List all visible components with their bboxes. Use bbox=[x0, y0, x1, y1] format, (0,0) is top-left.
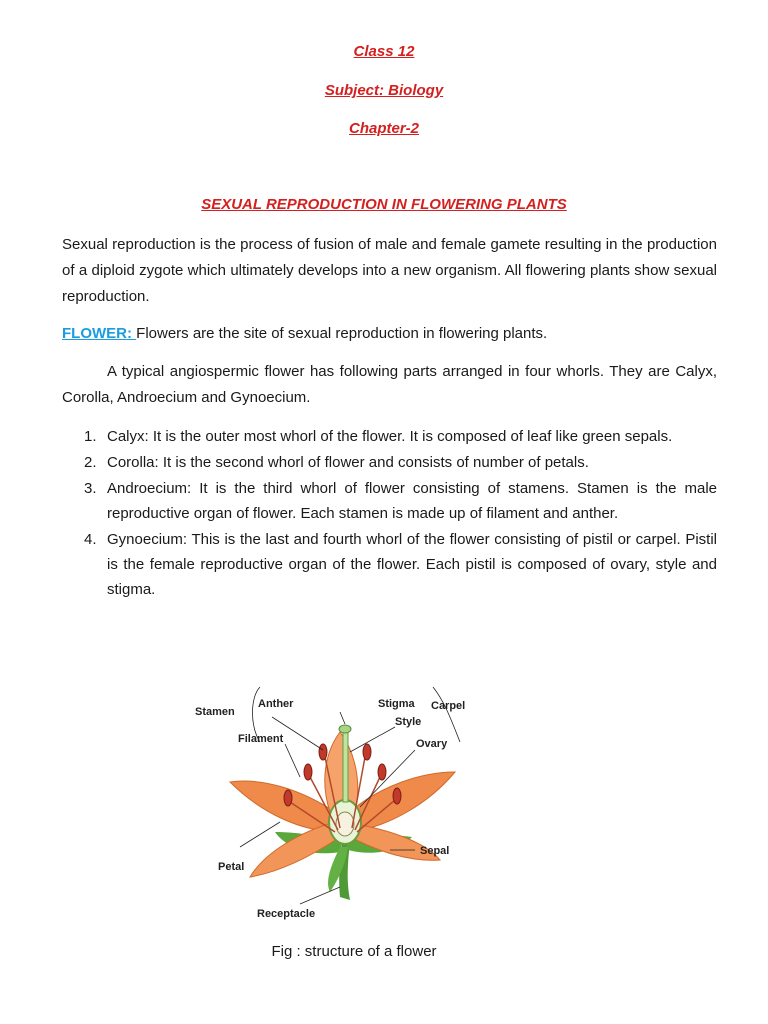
list-item-number: 4. bbox=[84, 531, 97, 548]
list-item-text: Gynoecium: This is the last and fourth whorl of the flower consisting of pistil or carpel. Pistil is the female reproductive organ of the flower. Each pistil is composed of ovary, style and stigma. bbox=[107, 531, 717, 598]
list-item bbox=[62, 527, 717, 602]
chapter-heading: Chapter-2 bbox=[348, 120, 419, 137]
anther-label: Anther bbox=[258, 698, 294, 710]
chapter-title: SEXUAL REPRODUCTION IN FLOWERING PLANTS bbox=[201, 196, 567, 213]
stigma-label: Stigma bbox=[378, 698, 415, 710]
style-label: Style bbox=[395, 716, 422, 728]
petal-label: Petal bbox=[218, 861, 245, 873]
ovary-label: Ovary bbox=[416, 738, 448, 750]
style bbox=[343, 732, 348, 802]
list-item-text: Corolla: It is the second whorl of flower and consists of number of petals. bbox=[107, 454, 589, 471]
list-item-number: 1. bbox=[84, 428, 97, 445]
flower-text: Flowers are the site of sexual reproduction in flowering plants. bbox=[136, 325, 548, 342]
parts-intro-paragraph: A typical angiospermic flower has following parts arranged in four whorls. They are Calyx, Corolla, Androecium and Gynoecium. bbox=[62, 363, 717, 406]
filament-label: Filament bbox=[238, 733, 284, 745]
list-item-text: Calyx: It is the outer most whorl of the flower. It is composed of leaf like green sepals. bbox=[107, 428, 673, 445]
stamen-label: Stamen bbox=[195, 706, 235, 718]
list-item bbox=[62, 450, 717, 475]
subject-heading: Subject: Biology bbox=[324, 82, 444, 99]
carpel-label: Carpel bbox=[431, 700, 466, 712]
list-item-text: Androecium: It is the third whorl of flower consisting of stamens. Stamen is the male reproductive organ of flower. Each stamen is made up of filament and anther. bbox=[107, 480, 717, 522]
flower-diagram bbox=[190, 682, 480, 927]
petal-right bbox=[350, 772, 455, 832]
flower-label: FLOWER: bbox=[62, 325, 137, 342]
flower-definition bbox=[62, 321, 717, 347]
list-item-number: 3. bbox=[84, 480, 97, 497]
sepal-label: Sepal bbox=[420, 845, 450, 857]
class-heading: Class 12 bbox=[353, 43, 415, 60]
receptacle-label: Receptacle bbox=[257, 908, 316, 920]
list-item bbox=[62, 424, 717, 449]
stigma bbox=[339, 725, 351, 733]
intro-paragraph: Sexual reproduction is the process of fusion of male and female gamete resulting in the production of a diploid zygote which ultimately develops into a new organism. All flowering plants show sexual reproduction. bbox=[62, 236, 717, 305]
list-item-number: 2. bbox=[84, 454, 97, 471]
whorl-list bbox=[62, 424, 717, 603]
figure-caption: Fig : structure of a flower bbox=[271, 943, 437, 960]
list-item bbox=[62, 476, 717, 526]
